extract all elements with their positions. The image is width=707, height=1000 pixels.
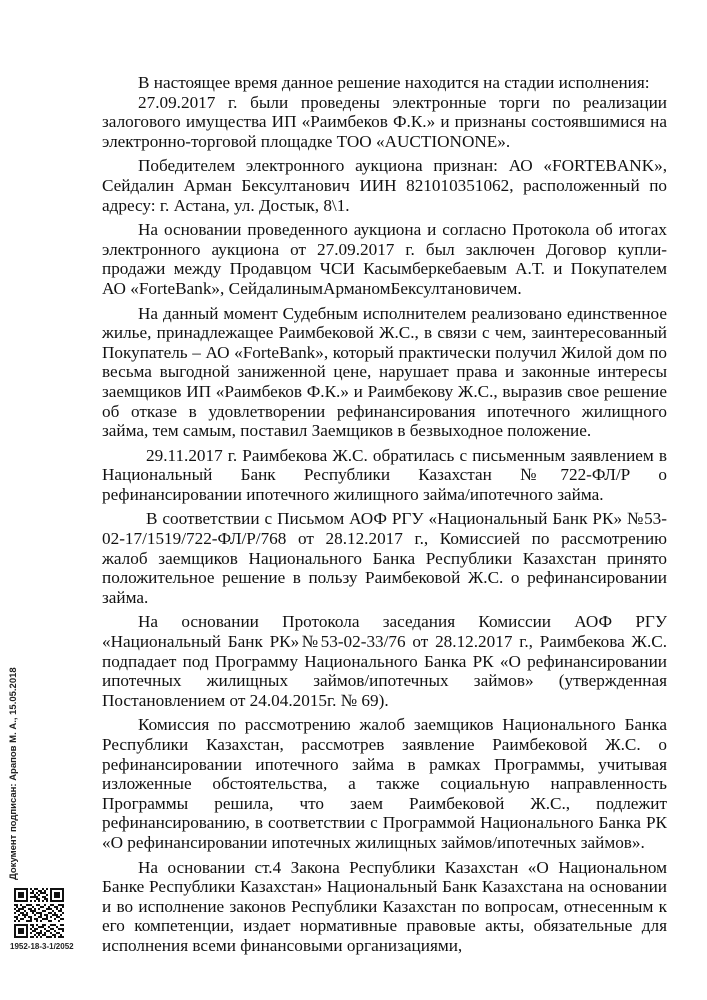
paragraph-commission-protocol: На основании Протокола заседания Комиссии АОФ РГУ «Национальный Банк РК»№53-02-33/76 от 28.12.2017 г., Раимбекова Ж.С. подпадает под Программу Национального Банка РК «О рефинансировании ипотечных жилищных займов/ипотечных займов» (утвержденная Постановлением от 24.04.2015г. № 69). bbox=[102, 612, 667, 710]
qr-code-icon bbox=[14, 888, 64, 938]
signature-note: Документ подписан: Арапов М. А., 15.05.2018 bbox=[8, 667, 19, 880]
paragraph-national-bank-letter: В соответствии с Письмом АОФ РГУ «Национальный Банк РК» №53-02-17/1519/722-ФЛ/Р/768 от 28.12.2017 г., Комиссией по рассмотрению жалоб заемщиков Национального Банка Республики Казахстан принято положительное решение в пользу Раимбековой Ж.С. о рефинансировании займа. bbox=[102, 509, 667, 607]
document-body bbox=[102, 73, 667, 961]
paragraph-auction-held: 27.09.2017 г. были проведены электронные торги по реализации залогового имущества ИП «Раимбеков Ф.К.» и признаны состоявшимися на электронно-торговой площадке ТОО «AUCTIONONE». bbox=[102, 92, 667, 151]
paragraph-housing-sold: На данный момент Судебным исполнителем реализовано единственное жилье, принадлежащее Раимбековой Ж.С., в связи с чем, заинтересованный Покупатель – АО «ForteBank», который практически получил Жилой дом по весьма выгодной заниженной цене, нарушает права и законные интересы заемщиков ИП «Раимбеков Ф.К.» и Раимбекову Ж.С., выразив свое решение об отказе в удовлетворении рефинансирования ипотечного жилищного займа, тем самым, поставил Заемщиков в безвыходное положение. bbox=[102, 303, 667, 441]
paragraph-commission-decision: Комиссия по рассмотрению жалоб заемщиков Национального Банка Республики Казахстан, рассмотрев заявление Раимбековой Ж.С. о рефинансировании ипотечного займа в рамках Программы, учитывая изложенные обстоятельства, а также социальную направленность Программы решила, что заем Раимбековой Ж.С., подлежит рефинансированию, в соответствии с Программой Национального Банка РК «О рефинансировании ипотечных жилищных займов/ипотечных займов». bbox=[102, 715, 667, 852]
paragraph-auction-winner: Победителем электронного аукциона признан: АО «FORTEBANK», Сейдалин Арман Бексултанович ИИН 821010351062, расположенный по адресу: г. Астана, ул. Достык, 8\1. bbox=[102, 156, 667, 215]
paragraph-application: 29.11.2017 г. Раимбекова Ж.С. обратилась с письменным заявлением в Национальный Банк Республики Казахстан №722-ФЛ/Р о рефинансировании ипотечного жилищного займа/ипотечного займа. bbox=[102, 445, 667, 504]
document-number: 1952-18-3-1/2052 bbox=[10, 942, 74, 951]
paragraph-law-basis: На основании ст.4 Закона Республики Казахстан «О Национальном Банке Республики Казахстан» Национальный Банк Казахстана на основании и во исполнение законов Республики Казахстан по вопросам, отнесенным к его компетенции, издает нормативные правовые акты, обязательные для исполнения всеми финансовыми организациями, bbox=[102, 857, 667, 955]
paragraph-status: В настоящее время данное решение находится на стадии исполнения: bbox=[138, 73, 650, 92]
paragraph-sale-contract: На основании проведенного аукциона и согласно Протокола об итогах электронного аукциона от 27.09.2017 г. был заключен Договор купли-продажи между Продавцом ЧСИ Касымберкебаевым А.Т. и Покупателем АО «ForteBank», СейдалинымАрманомБексултановичем. bbox=[102, 220, 667, 298]
